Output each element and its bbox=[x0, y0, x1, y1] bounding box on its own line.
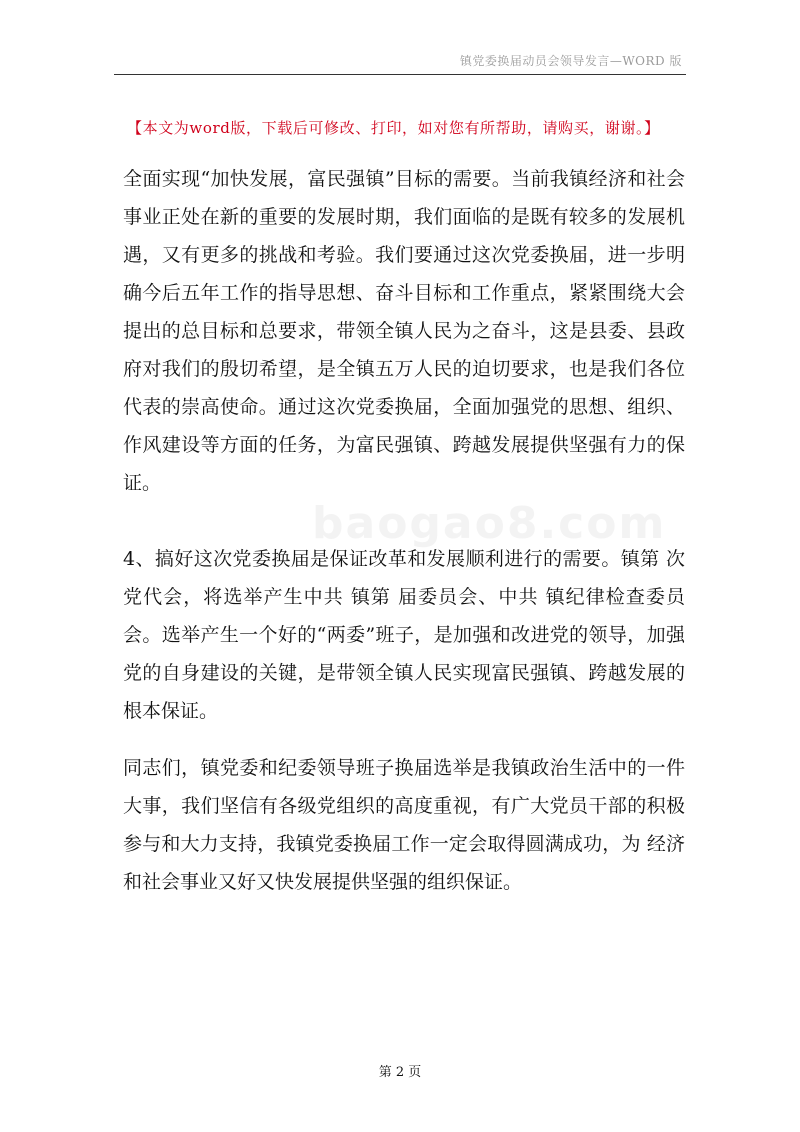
download-notice: 【本文为word版，下载后可修改、打印，如对您有所帮助，请购买，谢谢。】 bbox=[127, 119, 660, 137]
watermark: baogao8.com bbox=[312, 498, 667, 549]
body-paragraph-2: 4、搞好这次党委换届是保证改革和发展顺利进行的需要。镇第 次党代会，将选举产生中共 镇第 届委员会、中共 镇纪律检查委员会。选举产生一个好的“两委”班子，是加强和改进党的领导，加强党的自身建设的关键，是带领全镇人民实现富民强镇、跨越发展的根本保证。 bbox=[123, 548, 685, 722]
header-divider bbox=[114, 74, 686, 75]
body-paragraph-1: 全面实现“加快发展，富民强镇”目标的需要。当前我镇经济和社会事业正处在新的重要的发展时期，我们面临的是既有较多的发展机遇，又有更多的挑战和考验。我们要通过这次党委换届，进一步明确今后五年工作的指导思想、奋斗目标和工作重点，紧紧围绕大会提出的总目标和总要求，带领全镇人民为之奋斗，这是县委、县政府对我们的殷切希望，是全镇五万人民的迫切要求，也是我们各位代表的崇高使命。通过这次党委换届，全面加强党的思想、组织、作风建设等方面的任务，为富民强镇、跨越发展提供坚强有力的保证。 bbox=[123, 168, 685, 494]
body-paragraph-3: 同志们，镇党委和纪委领导班子换届选举是我镇政治生活中的一件大事，我们坚信有各级党组织的高度重视，有广大党员干部的积极参与和大力支持，我镇党委换届工作一定会取得圆满成功，为 经济和社会事业又好又快发展提供坚强的组织保证。 bbox=[123, 757, 685, 893]
page-number: 第 2 页 bbox=[378, 1065, 422, 1080]
page-header-title: 镇党委换届动员会领导发言—WORD 版 bbox=[459, 54, 682, 68]
